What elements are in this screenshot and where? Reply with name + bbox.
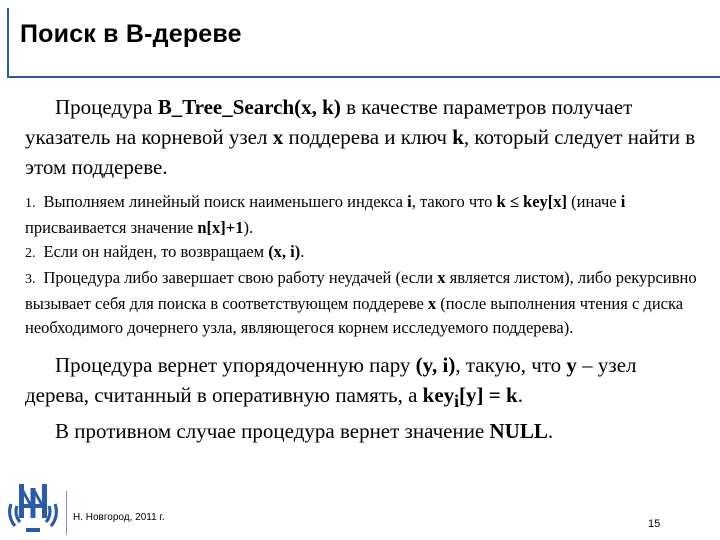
var-i: i bbox=[407, 192, 412, 211]
intro-text: Процедура bbox=[55, 95, 158, 119]
conclusion-text: Процедура вернет упорядоченную пару bbox=[55, 353, 416, 377]
procedure-name: B_Tree_Search(x, k) bbox=[157, 95, 341, 119]
conclusion-text: , такую, что bbox=[455, 353, 567, 377]
null-value: NULL bbox=[489, 419, 548, 444]
step-item bbox=[25, 266, 705, 340]
pair-yi: (y, i) bbox=[415, 353, 456, 377]
expr-nx: n[x]+1 bbox=[197, 218, 244, 237]
step-text: присваивается значение bbox=[25, 218, 198, 237]
step-text: является листом), либо рекурсивно вызывает себя для поиска в соответствующем поддереве bbox=[25, 268, 697, 313]
step-text: Выполняем линейный поиск наименьшего индекса bbox=[43, 192, 408, 211]
title-bottom-rule bbox=[7, 76, 720, 78]
step-text: ). bbox=[243, 218, 254, 237]
step-number: 2. bbox=[25, 246, 36, 261]
conclusion-text: – узел дерева, считанный в оперативную память, а bbox=[25, 353, 637, 407]
var-x: x bbox=[437, 268, 446, 287]
title-left-rule bbox=[7, 8, 9, 78]
null-text: В противном случае процедура вернет значение bbox=[55, 419, 490, 444]
key-rest: [y] = k bbox=[459, 383, 518, 407]
page-number: 15 bbox=[648, 518, 661, 530]
step-number: 3. bbox=[25, 272, 36, 287]
step-text: . bbox=[300, 242, 305, 261]
key-subscript: i bbox=[454, 391, 460, 412]
conclusion-paragraph bbox=[25, 350, 705, 416]
conclusion-text: . bbox=[517, 383, 523, 407]
null-text: . bbox=[547, 419, 554, 444]
var-y: y bbox=[566, 353, 577, 377]
pair-xi: (x, i) bbox=[268, 242, 301, 261]
slide-title: Поиск в B-дереве bbox=[20, 20, 242, 48]
step-text: (иначе bbox=[567, 192, 621, 211]
key-base: key bbox=[422, 383, 455, 407]
footer-divider bbox=[66, 491, 67, 535]
step-item bbox=[25, 240, 705, 266]
intro-text: , который следует найти в этом поддереве. bbox=[25, 125, 696, 179]
var-x: x bbox=[272, 125, 284, 149]
university-logo-icon bbox=[6, 478, 60, 534]
slide-content bbox=[25, 92, 705, 446]
step-number: 1. bbox=[25, 196, 36, 211]
intro-text: поддерева и ключ bbox=[283, 125, 453, 149]
step-text: Процедура либо завершает свою работу неудачей (если bbox=[43, 268, 438, 287]
step-text: Если он найден, то возвращаем bbox=[43, 242, 269, 261]
var-k: k bbox=[452, 125, 464, 149]
intro-text: в качестве параметров получает указатель на корневой узел bbox=[25, 95, 633, 149]
var-x: x bbox=[427, 294, 437, 313]
intro-paragraph bbox=[25, 92, 705, 182]
steps-list bbox=[25, 190, 705, 340]
var-i: i bbox=[620, 192, 626, 211]
step-text: (после выполнения чтения с диска необходимого дочернего узла, являющегося корнем исследуемого поддерева). bbox=[25, 294, 684, 337]
key-expression bbox=[422, 383, 518, 412]
step-text: , такого что bbox=[411, 192, 497, 211]
condition: k ≤ key[x] bbox=[496, 192, 568, 211]
step-item bbox=[25, 190, 705, 240]
footer-location: Н. Новгород, 2011 г. bbox=[73, 512, 165, 523]
null-paragraph bbox=[25, 416, 705, 446]
